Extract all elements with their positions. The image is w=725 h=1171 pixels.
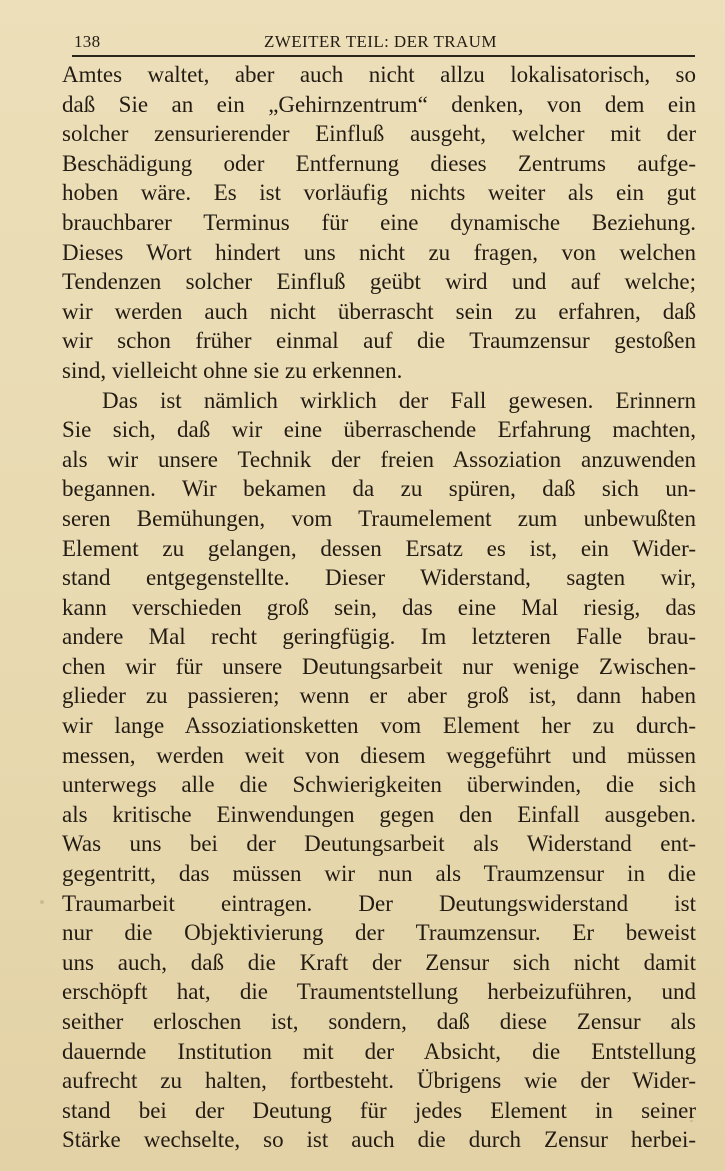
paragraph-2 (62, 386, 696, 1155)
text-line: Sie sich, daß wir eine überraschende Erfahrung machten, (62, 417, 696, 443)
text-line: wir werden auch nicht überrascht sein zu erfahren, daß (62, 298, 696, 324)
text-line: dauernde Institution mit der Absicht, die Entstellung (62, 1038, 696, 1064)
text-line: uns auch, daß die Kraft der Zensur sich nicht damit (62, 949, 696, 975)
text-line: stand bei der Deutung für jedes Element in seiner (62, 1097, 696, 1123)
text-line: seren Bemühungen, vom Traumelement zum unbewußten (62, 505, 696, 531)
text-line: hoben wäre. Es ist vorläufig nichts weiter als ein gut (62, 180, 696, 206)
text-line: Traumarbeit eintragen. Der Deutungswiderstand ist (62, 890, 696, 916)
text-line: nur die Objektivierung der Traumzensur. Er beweist (62, 920, 696, 946)
text-line: als wir unsere Technik der freien Assoziation anzuwenden (62, 446, 696, 472)
paragraph-1 (62, 60, 696, 386)
text-line: Was uns bei der Deutungsarbeit als Widerstand ent- (62, 831, 696, 857)
page-number: 138 (74, 32, 101, 51)
text-line: Amtes waltet, aber auch nicht allzu lokalisatorisch, so (62, 62, 696, 87)
text-line: seither erloschen ist, sondern, daß diese Zensur als (62, 1009, 696, 1034)
running-header (72, 30, 695, 54)
paper-speck (40, 900, 44, 904)
text-line: wir schon früher einmal auf die Traumzensur gestoßen (62, 328, 696, 354)
text-line: Dieses Wort hindert uns nicht zu fragen, von welchen (62, 239, 696, 265)
text-line: stand entgegenstellte. Dieser Widerstand, sagten wir, (62, 565, 696, 591)
text-line: unterwegs alle die Schwierigkeiten überwinden, die sich (62, 772, 696, 798)
running-title: ZWEITER TEIL: DER TRAUM (264, 32, 497, 51)
text-line: solcher zensurierender Einfluß ausgeht, welcher mit der (62, 121, 696, 147)
text-line: kann verschieden groß sein, das eine Mal riesig, das (62, 594, 696, 620)
text-line: wir lange Assoziationsketten vom Element her zu durch- (62, 713, 696, 739)
text-line: Das ist nämlich wirklich der Fall gewesen. Erinnern (102, 387, 696, 413)
text-line: Element zu gelangen, dessen Ersatz es ist, ein Wider- (62, 535, 696, 561)
header-rule (72, 55, 695, 57)
text-line: glieder zu passieren; wenn er aber groß ist, dann haben (62, 683, 696, 709)
text-line: erschöpft hat, die Traumentstellung herbeizuführen, und (62, 979, 696, 1005)
text-line: aufrecht zu halten, fortbesteht. Übrigens wie der Wider- (62, 1068, 696, 1094)
text-line: daß Sie an ein „Gehirnzentrum“ denken, von dem ein (62, 91, 696, 117)
text-line: andere Mal recht geringfügig. Im letzteren Falle brau- (62, 624, 696, 650)
text-line: gegentritt, das müssen wir nun als Traumzensur in die (62, 861, 696, 887)
text-line: brauchbarer Terminus für eine dynamische Beziehung. (62, 209, 696, 235)
paper-speck (690, 1120, 693, 1122)
text-line: begannen. Wir bekamen da zu spüren, daß sich un- (62, 476, 696, 502)
text-line: als kritische Einwendungen gegen den Einfall ausgeben. (62, 801, 696, 827)
text-line: Tendenzen solcher Einfluß geübt wird und auf welche; (62, 269, 696, 295)
body-text (62, 60, 696, 1155)
text-line: Beschädigung oder Entfernung dieses Zentrums aufge- (62, 150, 696, 176)
text-line: chen wir für unsere Deutungsarbeit nur wenige Zwischen- (62, 653, 696, 679)
text-line: Stärke wechselte, so ist auch die durch Zensur herbei- (62, 1127, 696, 1153)
paper-speck (610, 480, 613, 483)
text-line: messen, werden weit von diesem weggeführt und müssen (62, 742, 696, 768)
text-line: sind, vielleicht ohne sie zu erkennen. (62, 357, 403, 383)
